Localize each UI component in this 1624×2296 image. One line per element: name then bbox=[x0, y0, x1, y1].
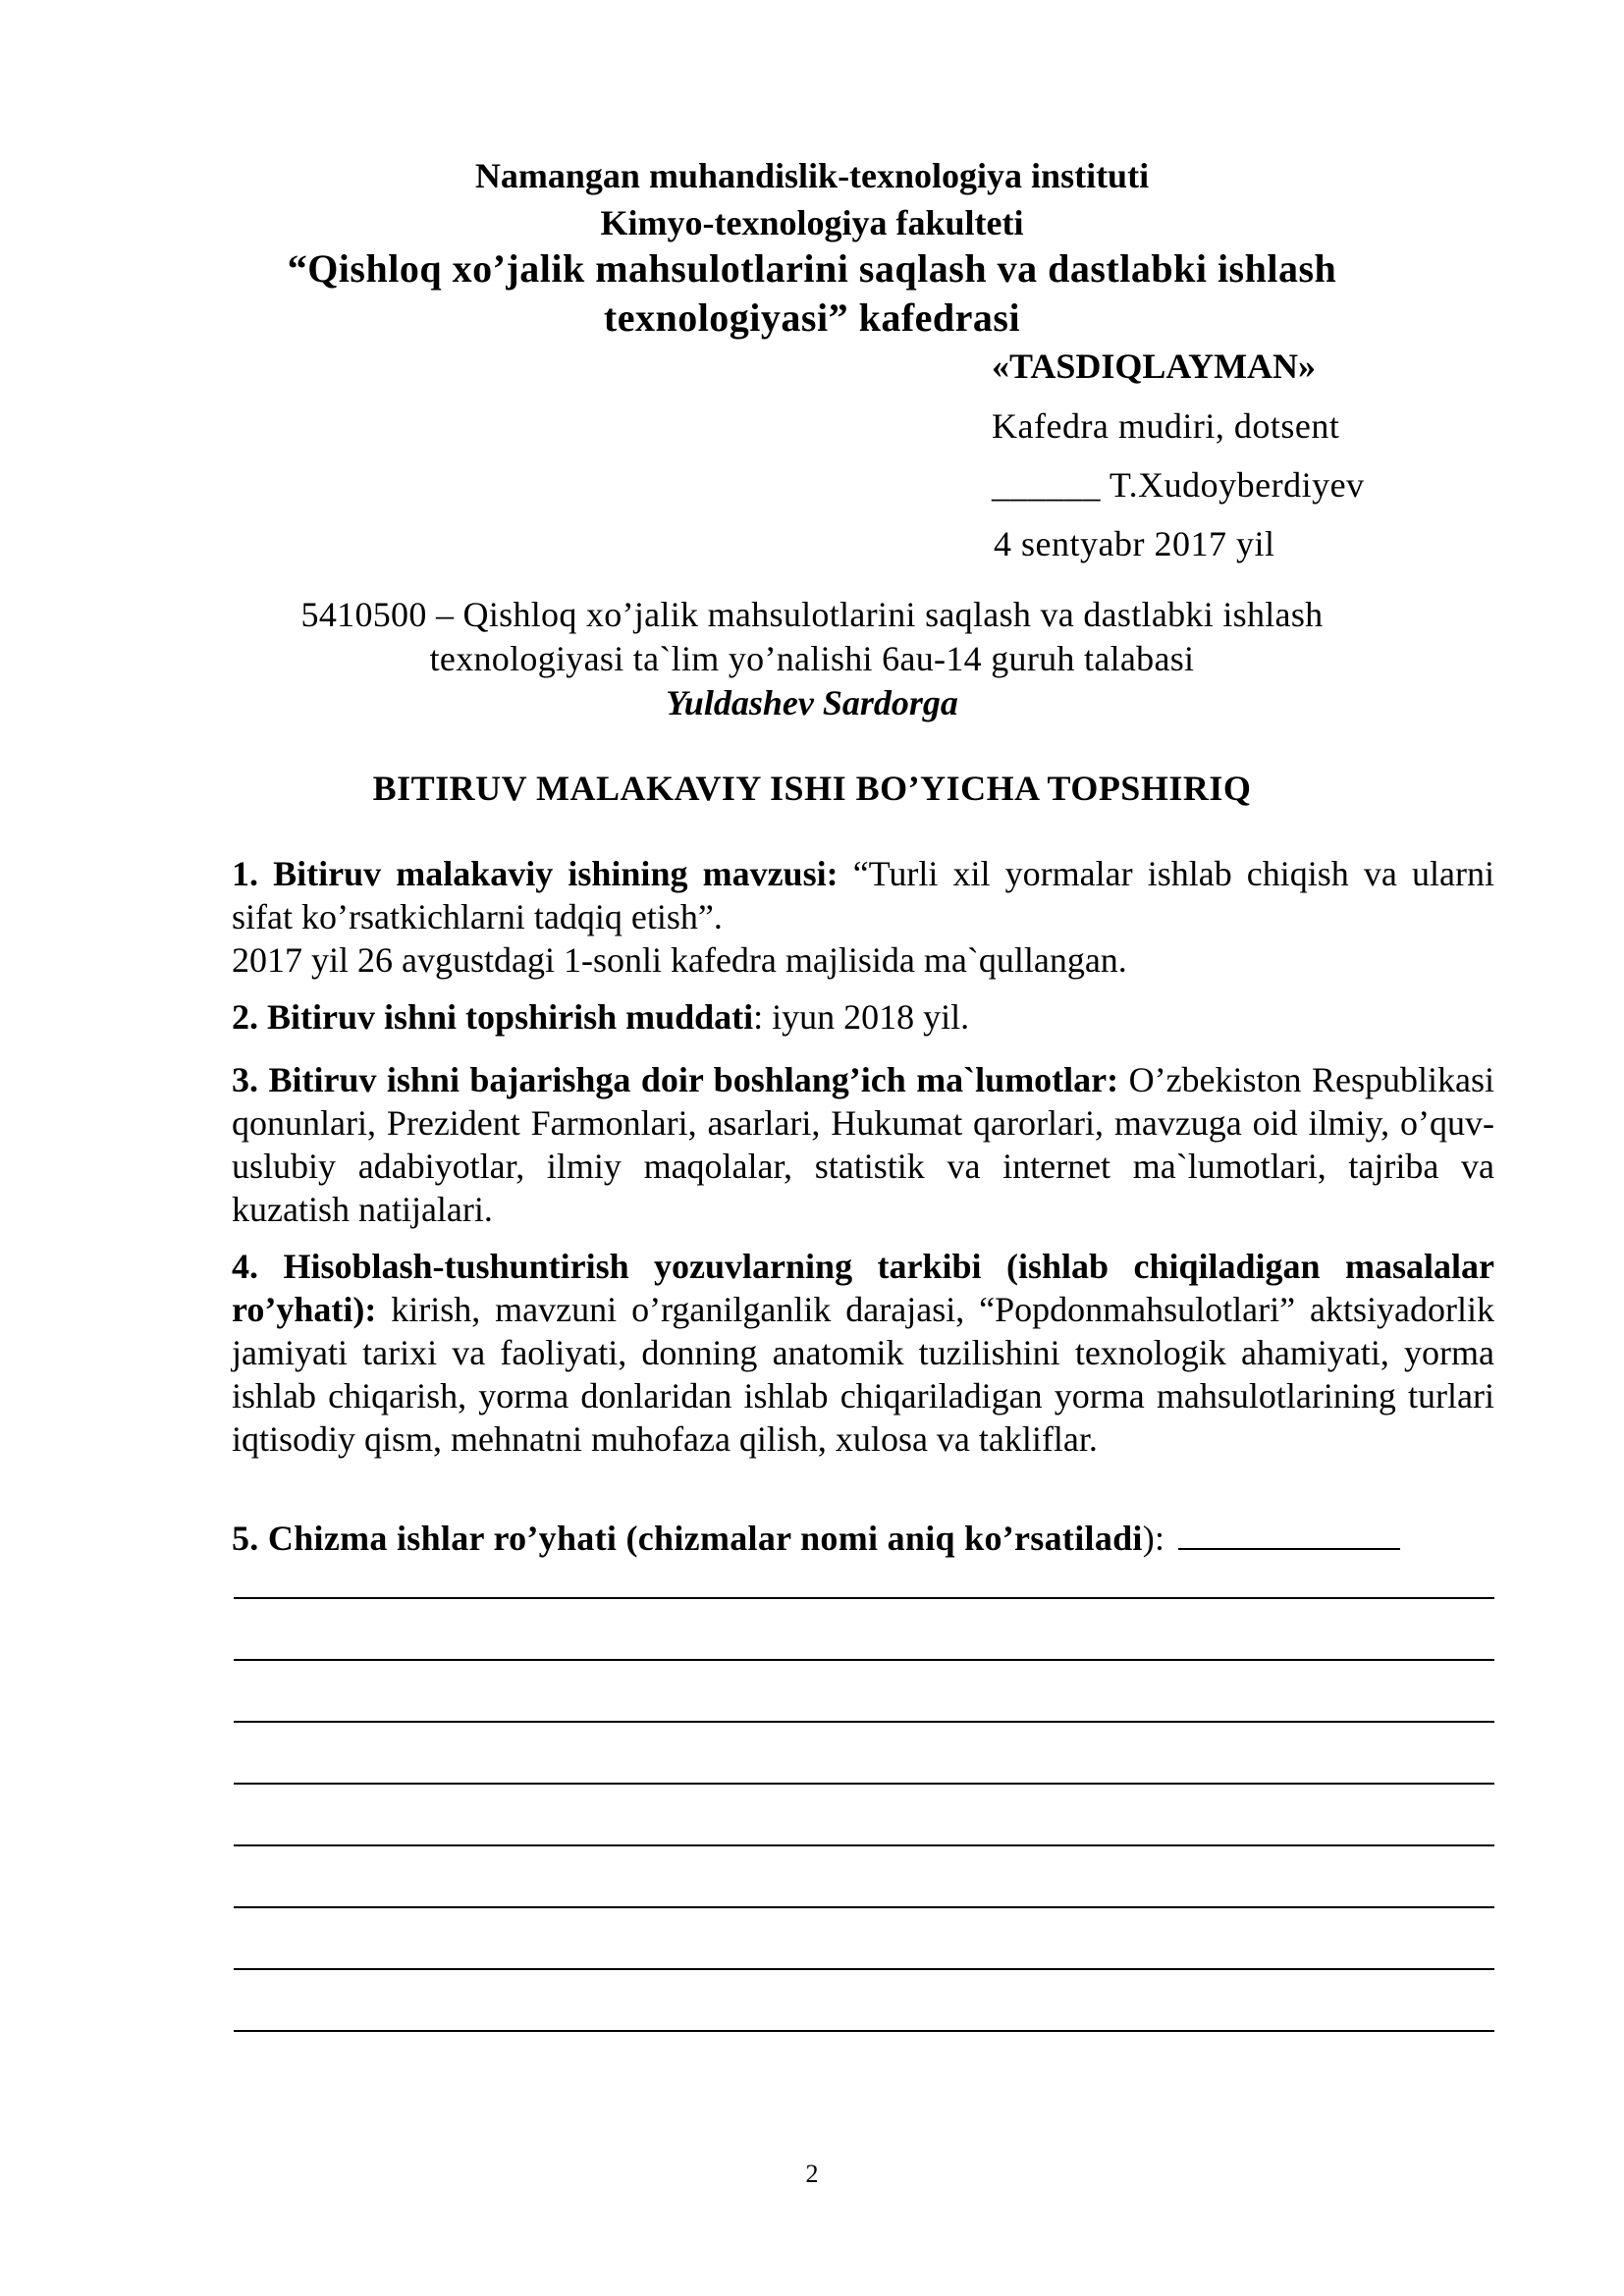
blank-line-2 bbox=[234, 1659, 1494, 1661]
blank-line-3 bbox=[234, 1721, 1494, 1723]
blank-line-6 bbox=[234, 1906, 1494, 1908]
page-number: 2 bbox=[805, 2160, 819, 2188]
recipient-line-1: 5410500 – Qishloq xo’jalik mahsulotlarini saqlash va dastlabki ishlash bbox=[300, 595, 1324, 634]
department-name-line-1: “Qishloq xo’jalik mahsulotlarini saqlash va dastlabki ishlash bbox=[287, 246, 1337, 291]
blank-line-5 bbox=[234, 1844, 1494, 1846]
section-2-text: : iyun 2018 yil. bbox=[753, 997, 970, 1037]
section-3 bbox=[232, 1058, 1494, 1231]
section-1-label: 1. Bitiruv malakaviy ishining mavzusi: bbox=[232, 854, 839, 893]
approval-date: 4 sentyabr 2017 yil bbox=[994, 524, 1275, 563]
faculty-name: Kimyo-texnologiya fakulteti bbox=[600, 203, 1024, 242]
blank-line-4 bbox=[234, 1783, 1494, 1785]
section-1-text: “Turli xil yormalar ishlab chiqish va ularni sifat ko’rsatkichlarni tadqiq etish”. bbox=[232, 854, 1494, 936]
section-1-note: 2017 yil 26 avgustdagi 1-sonli kafedra majlisida ma`qullangan. bbox=[232, 940, 1127, 980]
approval-title: «TASDIQLAYMAN» bbox=[992, 347, 1317, 386]
section-4-text: kirish, mavzuni o’rganilganlik darajasi, “Popdonmahsulotlari” aktsiyadorlik jamiyati tarixi va faoliyati, donning anatomik tuzilishini texnologik ahamiyati, yorma ishlab chiqarish, yorma donlaridan ishlab chiqariladigan yorma mahsulotlarining turlari iqtisodiy qism, mehnatni muhofaza qilish, xulosa va takliflar. bbox=[232, 1290, 1494, 1459]
section-5 bbox=[232, 1517, 1494, 1560]
section-2-label: 2. Bitiruv ishni topshirish muddati bbox=[232, 997, 754, 1037]
section-3-text: O’zbekiston Respublikasi qonunlari, Prezident Farmonlari, asarlari, Hukumat qarorlari, mavzuga oid ilmiy, o’quv-uslubiy adabiyotlar, ilmiy maqolalar, statistik va internet ma`lumotlari, tajriba va kuzatish natijalari. bbox=[232, 1060, 1494, 1229]
section-1 bbox=[232, 852, 1494, 982]
section-5-label: 5. Chizma ishlar ro’yhati (chizmalar nomi aniq ko’rsatiladi bbox=[232, 1519, 1143, 1558]
approval-role: Kafedra mudiri, dotsent bbox=[992, 406, 1340, 446]
student-name: Yuldashev Sardorga bbox=[666, 683, 958, 722]
department-name-line-2: texnologiyasi” kafedrasi bbox=[603, 295, 1021, 340]
section-4-label: 4. Hisoblash-tushuntirish yozuvlarning tarkibi (ishlab chiqiladigan masalalar ro’yhati): bbox=[232, 1247, 1494, 1329]
blank-line-8 bbox=[234, 2030, 1494, 2032]
blank-line-7 bbox=[234, 1968, 1494, 1970]
blank-line-1 bbox=[234, 1597, 1494, 1599]
section-2 bbox=[232, 995, 1494, 1039]
recipient-line-2: texnologiyasi ta`lim yo’nalishi 6au-14 guruh talabasi bbox=[429, 639, 1195, 678]
section-3-label: 3. Bitiruv ishni bajarishga doir boshlang’ich ma`lumotlar: bbox=[232, 1060, 1119, 1099]
section-5-text: ): bbox=[1142, 1519, 1165, 1558]
approval-signature: ______ T.Xudoyberdiyev bbox=[992, 465, 1365, 505]
section-5-inline-blank bbox=[1178, 1519, 1400, 1550]
section-4 bbox=[232, 1245, 1494, 1461]
institute-name: Namangan muhandislik-texnologiya instituti bbox=[474, 156, 1150, 195]
document-title: BITIRUV MALAKAVIY ISHI BO’YICHA TOPSHIRIQ bbox=[372, 769, 1252, 808]
